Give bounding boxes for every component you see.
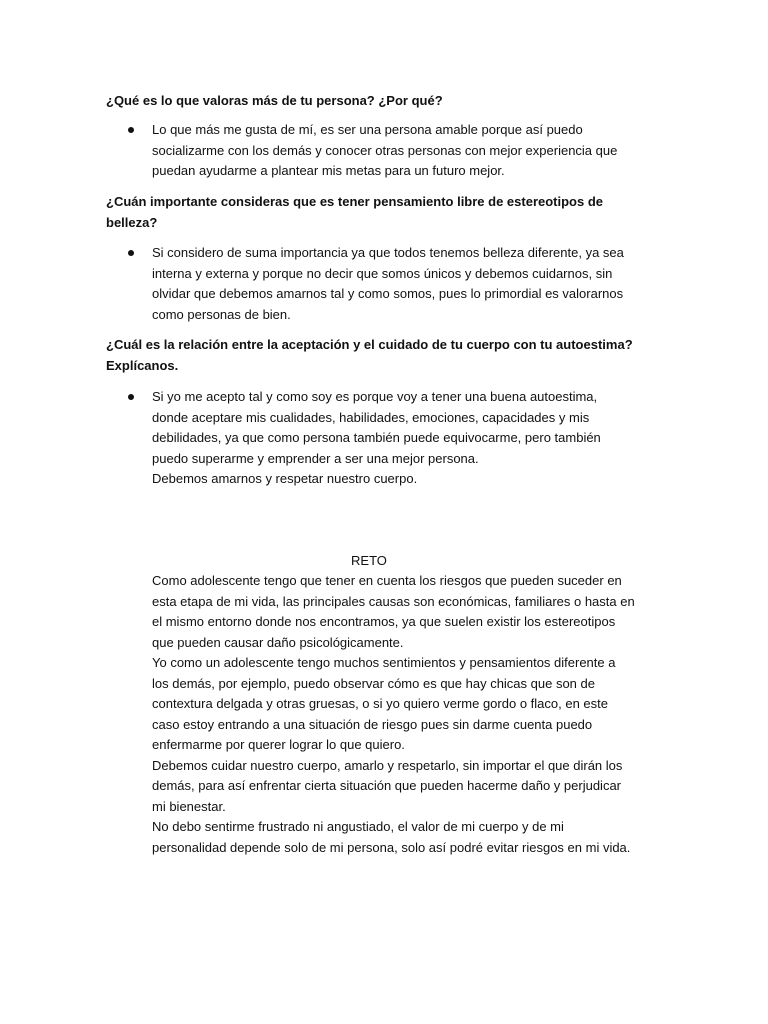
reto-line-1: Como adolescente tengo que tener en cuenta los riesgos que pueden suceder en (152, 573, 622, 588)
reto-title: RETO (351, 553, 387, 568)
reto-line-9: enfermarme por querer lograr lo que quiero. (152, 737, 405, 752)
answer-1-line-3: puedan ayudarme a plantear mis metas para un futuro mejor. (152, 163, 505, 178)
answer-3 (152, 387, 662, 490)
answer-2-line-4: como personas de bien. (152, 306, 291, 322)
reto-line-2: esta etapa de mi vida, las principales causas son económicas, familiares o hasta en (152, 593, 635, 609)
question-1-line-1: ¿Qué es lo que valoras más de tu persona? ¿Por qué? (106, 93, 443, 108)
answer-3-line-4: puedo superarme y emprender a ser una mejor persona. (152, 450, 479, 466)
question-1 (106, 91, 666, 112)
reto-body (152, 571, 672, 858)
bullet-3 (128, 394, 136, 402)
bullet-2 (128, 250, 136, 258)
answer-1-line-2: socializarme con los demás y conocer otras personas con mejor experiencia que (152, 142, 618, 158)
answer-2-line-1: Si considero de suma importancia ya que todos tenemos belleza diferente, ya sea (152, 245, 624, 260)
bullet-1 (128, 127, 136, 135)
reto-line-12: mi bienestar. (152, 798, 226, 814)
answer-3-line-2: donde aceptare mis cualidades, habilidades, emociones, capacidades y mis (152, 409, 590, 425)
reto-line-11: demás, para así enfrentar cierta situación que pueden hacerme daño y perjudicar (152, 778, 622, 793)
question-3 (106, 335, 666, 376)
answer-3-line-3: debilidades, ya que como persona también puede equivocarme, pero también (152, 430, 601, 445)
question-2 (106, 192, 666, 233)
question-3-line-1: ¿Cuál es la relación entre la aceptación y el cuidado de tu cuerpo con tu autoestima? (106, 337, 633, 352)
reto-line-8: caso estoy entrando a una situación de riesgo pues sin darme cuenta puedo (152, 716, 593, 732)
answer-2-line-3: olvidar que debemos amarnos tal y como somos, pues lo primordial es valorarnos (152, 286, 624, 301)
answer-3-line-1: Si yo me acepto tal y como soy es porque voy a tener una buena autoestima, (152, 389, 598, 404)
reto-line-6: los demás, por ejemplo, puedo observar cómo es que hay chicas que son de (152, 675, 595, 691)
reto-line-14: personalidad depende solo de mi persona, solo así podré evitar riesgos en mi vida. (152, 839, 631, 855)
answer-2-line-2: interna y externa y porque no decir que somos únicos y debemos cuidarnos, sin (152, 265, 613, 281)
question-3-line-2: Explícanos. (106, 357, 179, 373)
question-2-line-2: belleza? (106, 214, 158, 230)
reto-line-10: Debemos cuidar nuestro cuerpo, amarlo y respetarlo, sin importar el que dirán los (152, 757, 623, 773)
reto-line-5: Yo como un adolescente tengo muchos sentimientos y pensamientos diferente a (152, 655, 616, 670)
reto-line-4: que pueden causar daño psicológicamente. (152, 634, 404, 650)
answer-1 (152, 120, 662, 182)
answer-1-line-1: Lo que más me gusta de mí, es ser una persona amable porque así puedo (152, 122, 583, 137)
question-2-line-1: ¿Cuán importante consideras que es tener pensamiento libre de estereotipos de (106, 194, 604, 209)
answer-3-line-5: Debemos amarnos y respetar nuestro cuerpo. (152, 471, 418, 486)
reto-line-3: el mismo entorno donde nos encontramos, ya que suelen existir los estereotipos (152, 614, 616, 629)
answer-2 (152, 243, 662, 325)
reto-line-7: contextura delgada y otras gruesas, o si yo quiero verme gordo o flaco, en este (152, 696, 608, 711)
reto-line-13: No debo sentirme frustrado ni angustiado, el valor de mi cuerpo y de mi (152, 819, 564, 834)
